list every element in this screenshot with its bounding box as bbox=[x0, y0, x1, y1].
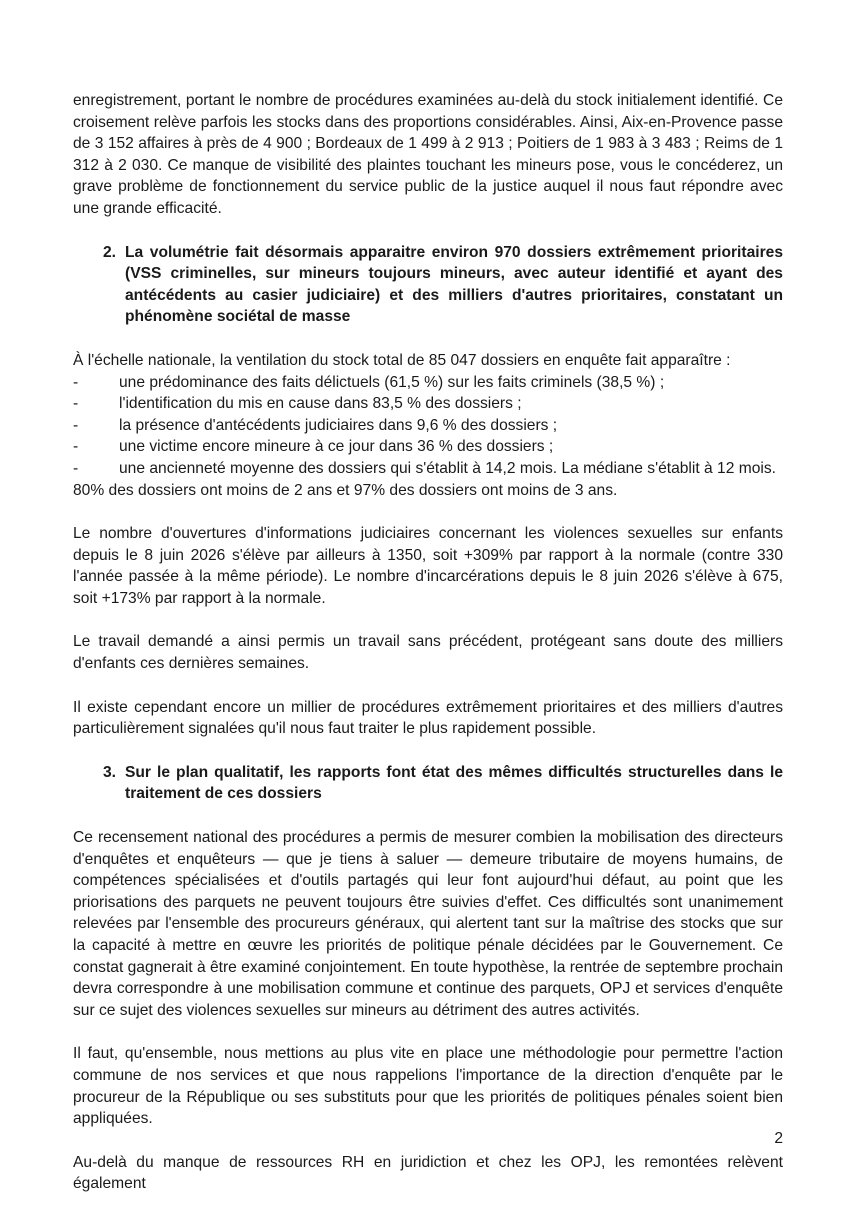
list-dash: - bbox=[73, 438, 79, 456]
paragraph-recensement: Ce recensement national des procédures a permis de mesurer combien la mobilisation des directeurs d'enquêtes et enquêteurs — que je tiens à saluer — demeure tributaire de moyens humains, de compétences spécialisées et d'outils partagés qui leur font aujourd'hui défaut, au point que les priorisations des parquets ne peuvent toujours être suivies d'effet. Ces difficultés sont unanimement relevées par l'ensemble des procureurs généraux, qui alertent tant sur la maîtrise des stocks que sur la capacité à mettre en œuvre les priorités de politique pénale décidées par le Gouvernement. Ce constat gagnerait à être examiné conjointement. En toute hypothèse, la rentrée de septembre prochain devra correspondre à une mobilisation commune et continue des parquets, OPJ et services d'enquête sur ce sujet des violences sexuelles sur mineurs au détriment des autres activités. bbox=[73, 829, 783, 1019]
list-dash: - bbox=[73, 395, 79, 413]
section-heading-3 bbox=[73, 762, 783, 805]
list-item: - une ancienneté moyenne des dossiers qui s'établit à 14,2 mois. La médiane s'établit à 12 mois. bbox=[73, 458, 783, 480]
paragraph-travail: Le travail demandé a ainsi permis un travail sans précédent, protégeant sans doute des milliers d'enfants ces dernières semaines. bbox=[73, 633, 783, 673]
statistics-list bbox=[73, 372, 783, 480]
list-item: - une prédominance des faits délictuels (61,5 %) sur les faits criminels (38,5 %) ; bbox=[73, 372, 783, 394]
paragraph-methodologie: Il faut, qu'ensemble, nous mettions au plus vite en place une méthodologie pour permettre l'action commune de nos services et que nous rappelions l'importance de la direction d'enquête par le procureur de la République ou ses substituts pour que les priorités de politiques pénales soient bien appliquées. bbox=[73, 1045, 783, 1128]
list-dash: - bbox=[73, 416, 79, 434]
paragraph-after-list: 80% des dossiers ont moins de 2 ans et 97% des dossiers ont moins de 3 ans. bbox=[73, 481, 618, 499]
section-heading-2 bbox=[73, 242, 783, 328]
document-body bbox=[73, 90, 783, 1217]
section-title: Sur le plan qualitatif, les rapports font état des mêmes difficultés structurelles dans le traitement de ces dossiers bbox=[125, 763, 783, 803]
list-item: - une victime encore mineure à ce jour dans 36 % des dossiers ; bbox=[73, 436, 783, 458]
paragraph-millier: Il existe cependant encore un millier de procédures extrêmement prioritaires et des milliers d'autres particulièrement signalées qu'il nous faut traiter le plus rapidement possible. bbox=[73, 698, 783, 738]
list-dash: - bbox=[73, 373, 79, 391]
list-item: - l'identification du mis en cause dans 83,5 % des dossiers ; bbox=[73, 393, 783, 415]
paragraph-ouvertures: Le nombre d'ouvertures d'informations judiciaires concernant les violences sexuelles sur enfants depuis le 8 juin 2026 s'élève par ailleurs à 1350, soit +309% par rapport à la normale (contre 330 l'année passée à la même période). Le nombre d'incarcérations depuis le 8 juin 2026 s'élève à 675, soit +173% par rapport à la normale. bbox=[73, 525, 783, 607]
section-number: 3. bbox=[103, 763, 117, 781]
paragraph-final: Au-delà du manque de ressources RH en juridiction et chez les OPJ, les remontées relèvent également bbox=[73, 1153, 783, 1193]
page-number: 2 bbox=[774, 1130, 783, 1147]
paragraph-ventilation: À l'échelle nationale, la ventilation du stock total de 85 047 dossiers en enquête fait apparaître : bbox=[73, 351, 731, 369]
section-title: La volumétrie fait désormais apparaitre environ 970 dossiers extrêmement prioritaires (VSS criminelles, sur mineurs toujours mineurs, avec auteur identifié et ayant des antécédents au casier judiciaire) et des milliers d'autres prioritaires, constatant un phénomène sociétal de masse bbox=[125, 243, 783, 326]
section-number: 2. bbox=[103, 243, 117, 261]
paragraph-intro: enregistrement, portant le nombre de procédures examinées au-delà du stock initialement identifié. Ce croisement relève parfois les stocks dans des proportions considérables. Ainsi, Aix-en-Provence passe de 3 152 affaires à près de 4 900 ; Bordeaux de 1 499 à 2 913 ; Poitiers de 1 983 à 3 483 ; Reims de 1 312 à 2 030. Ce manque de visibilité des plaintes touchant les mineurs pose, vous le concéderez, un grave problème de fonctionnement du service public de la justice auquel il nous faut répondre avec une grande efficacité. bbox=[73, 92, 783, 217]
list-dash: - bbox=[73, 459, 79, 477]
list-item: - la présence d'antécédents judiciaires dans 9,6 % des dossiers ; bbox=[73, 415, 783, 437]
